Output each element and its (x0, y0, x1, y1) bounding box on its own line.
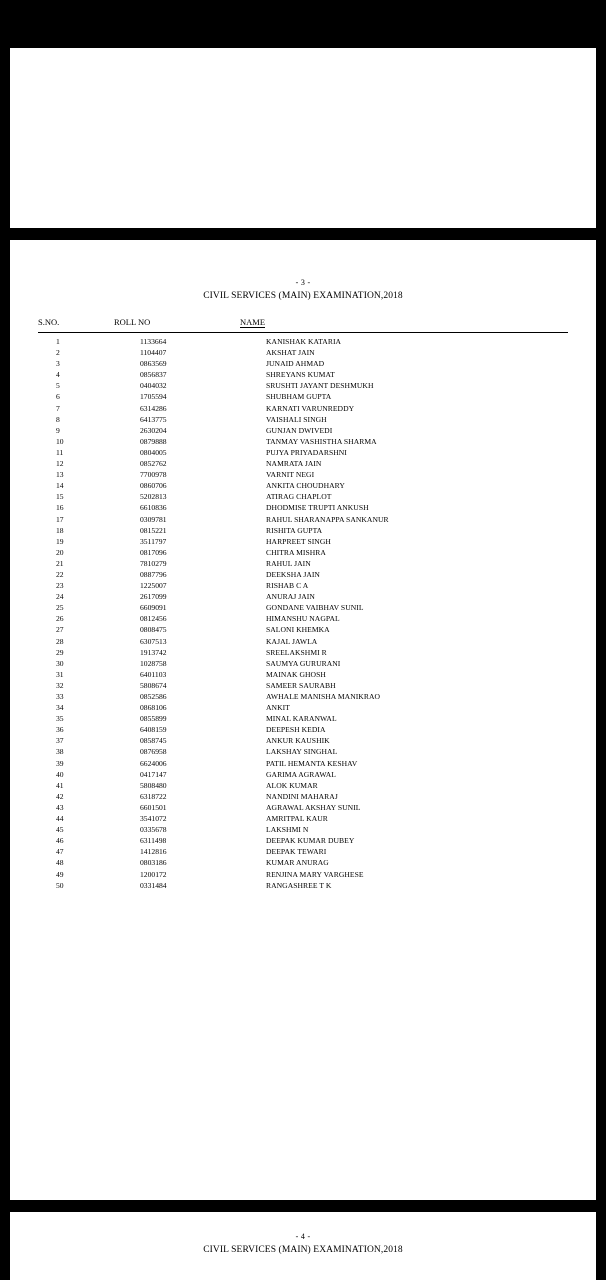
cell-roll-no: 1913742 (140, 647, 167, 657)
cell-sno: 16 (56, 503, 64, 513)
cell-roll-no: 7700978 (140, 470, 167, 480)
cell-sno: 47 (56, 847, 64, 857)
table-row (38, 391, 568, 402)
table-row (38, 580, 568, 591)
cell-sno: 26 (56, 614, 64, 624)
cell-name: DEEPAK KUMAR DUBEY (266, 836, 355, 846)
cell-name: KARNATI VARUNREDDY (266, 403, 355, 413)
cell-roll-no: 6314286 (140, 403, 167, 413)
table-row (38, 336, 568, 347)
cell-name: TANMAY VASHISTHA SHARMA (266, 436, 377, 446)
cell-sno: 45 (56, 825, 64, 835)
table-row (38, 480, 568, 491)
cell-name: RAHUL JAIN (266, 558, 311, 568)
cell-roll-no: 0808475 (140, 625, 167, 635)
table-row (38, 458, 568, 469)
cell-roll-no: 1028758 (140, 658, 167, 668)
cell-name: KAJAL JAWLA (266, 636, 318, 646)
cell-sno: 29 (56, 647, 64, 657)
cell-roll-no: 0876958 (140, 747, 167, 757)
cell-name: DEEPESH KEDIA (266, 725, 326, 735)
cell-sno: 3 (56, 359, 60, 369)
cell-sno: 1 (56, 337, 60, 346)
table-row (38, 880, 568, 891)
cell-sno: 40 (56, 769, 64, 779)
cell-roll-no: 6601501 (140, 802, 167, 812)
cell-sno: 21 (56, 558, 64, 568)
candidates-table (38, 317, 568, 891)
cell-name: MINAL KARANWAL (266, 714, 337, 724)
cell-roll-no: 6610836 (140, 503, 167, 513)
cell-roll-no: 0858745 (140, 736, 167, 746)
cell-sno: 42 (56, 791, 64, 801)
table-row (38, 436, 568, 447)
cell-name: NANDINI MAHARAJ (266, 791, 338, 801)
cell-name: RENJINA MARY VARGHESE (266, 869, 364, 879)
cell-roll-no: 0852762 (140, 459, 167, 469)
cell-name: RISHITA GUPTA (266, 525, 323, 535)
cell-name: SALONI KHEMKA (266, 625, 330, 635)
table-body (38, 336, 568, 891)
cell-roll-no: 0309781 (140, 514, 167, 524)
cell-name: SREELAKSHMI R (266, 647, 327, 657)
cell-sno: 7 (56, 403, 60, 413)
cell-sno: 39 (56, 758, 64, 768)
cell-sno: 31 (56, 669, 64, 679)
cell-sno: 24 (56, 592, 64, 602)
table-row (38, 835, 568, 846)
cell-roll-no: 0417147 (140, 769, 167, 779)
column-header-name (218, 317, 568, 327)
table-row (38, 380, 568, 391)
table-row (38, 713, 568, 724)
cell-sno: 8 (56, 414, 60, 424)
table-row (38, 369, 568, 380)
cell-sno: 11 (56, 447, 64, 457)
cell-sno: 20 (56, 547, 64, 557)
page-previous (10, 48, 596, 228)
page-current (10, 240, 596, 1200)
cell-sno: 34 (56, 703, 64, 713)
cell-roll-no: 0331484 (140, 880, 167, 890)
cell-sno: 19 (56, 536, 64, 546)
next-page-number: - 4 - (295, 1232, 311, 1241)
cell-sno: 27 (56, 625, 64, 635)
table-row (38, 746, 568, 757)
cell-sno: 12 (56, 459, 64, 469)
cell-roll-no: 1705594 (140, 392, 167, 402)
table-row (38, 491, 568, 502)
cell-name: DEEPAK TEWARI (266, 847, 327, 857)
cell-name: SHREYANS KUMAT (266, 370, 335, 380)
cell-roll-no: 7810279 (140, 558, 167, 568)
cell-sno: 22 (56, 569, 64, 579)
table-row (38, 536, 568, 547)
cell-name: AWHALE MANISHA MANIKRAO (266, 692, 381, 701)
cell-name: SHUBHAM GUPTA (266, 392, 332, 402)
cell-name: MAINAK GHOSH (266, 669, 326, 679)
cell-name: DEEKSHA JAIN (266, 569, 320, 579)
table-row (38, 591, 568, 602)
table-row (38, 514, 568, 525)
cell-roll-no: 6307513 (140, 636, 167, 646)
table-row (38, 569, 568, 580)
cell-roll-no: 0855899 (140, 714, 167, 724)
column-header-sno: S.NO. (38, 317, 60, 327)
table-row (38, 724, 568, 735)
cell-roll-no: 0804005 (140, 447, 167, 457)
cell-name: GUNJAN DWIVEDI (266, 425, 333, 435)
cell-name: PATIL HEMANTA KESHAV (266, 758, 358, 768)
cell-roll-no: 6318722 (140, 791, 167, 801)
table-row (38, 469, 568, 480)
table-row (38, 691, 568, 702)
cell-roll-no: 2617099 (140, 592, 167, 602)
cell-sno: 15 (56, 492, 64, 502)
cell-roll-no: 1200172 (140, 869, 167, 879)
cell-sno: 13 (56, 470, 64, 480)
cell-name: ATIRAG CHAPLOT (266, 492, 332, 502)
page-number: - 3 - (295, 278, 311, 287)
table-row (38, 846, 568, 857)
cell-sno: 36 (56, 725, 64, 735)
table-row (38, 824, 568, 835)
cell-sno: 33 (56, 692, 64, 701)
table-row (38, 791, 568, 802)
cell-roll-no: 1133664 (140, 337, 167, 346)
table-row (38, 525, 568, 536)
cell-roll-no: 5202813 (140, 492, 167, 502)
table-row (38, 857, 568, 868)
table-row (38, 769, 568, 780)
cell-name: HIMANSHU NAGPAL (266, 614, 340, 624)
cell-name: AMRITPAL KAUR (266, 814, 328, 824)
cell-sno: 25 (56, 603, 64, 613)
cell-name: AGRAWAL AKSHAY SUNIL (266, 802, 361, 812)
cell-roll-no: 0860706 (140, 481, 167, 491)
cell-roll-no: 0803186 (140, 858, 167, 868)
cell-name: ANKIT (266, 703, 290, 713)
table-row (38, 403, 568, 414)
cell-sno: 5 (56, 381, 60, 391)
cell-roll-no: 5808480 (140, 780, 167, 790)
cell-name: SAUMYA GURURANI (266, 658, 341, 668)
cell-roll-no: 6311498 (140, 836, 167, 846)
cell-name: GONDANE VAIBHAV SUNIL (266, 603, 364, 613)
cell-name: VAISHALI SINGH (266, 414, 327, 424)
table-row (38, 869, 568, 880)
table-row (38, 602, 568, 613)
cell-roll-no: 2630204 (140, 425, 167, 435)
cell-roll-no: 0404032 (140, 381, 167, 391)
cell-roll-no: 0868106 (140, 703, 167, 713)
cell-name: SAMEER SAURABH (266, 680, 336, 690)
cell-sno: 4 (56, 370, 60, 380)
cell-sno: 38 (56, 747, 64, 757)
cell-sno: 23 (56, 581, 64, 591)
cell-sno: 9 (56, 425, 60, 435)
cell-roll-no: 6401103 (140, 669, 167, 679)
table-row (38, 547, 568, 558)
cell-roll-no: 1104407 (140, 348, 167, 358)
cell-name: PUJYA PRIYADARSHNI (266, 447, 347, 457)
table-row (38, 802, 568, 813)
cell-sno: 10 (56, 436, 64, 446)
table-row (38, 669, 568, 680)
cell-name: KANISHAK KATARIA (266, 337, 342, 346)
table-header-row (38, 317, 568, 330)
cell-roll-no: 1225007 (140, 581, 167, 591)
cell-sno: 41 (56, 780, 64, 790)
cell-roll-no: 6624006 (140, 758, 167, 768)
cell-name: RISHAB C A (266, 581, 309, 591)
table-row (38, 735, 568, 746)
table-row (38, 680, 568, 691)
cell-roll-no: 0887796 (140, 569, 167, 579)
cell-name: ANKITA CHOUDHARY (266, 481, 345, 491)
cell-name: JUNAID AHMAD (266, 359, 325, 369)
cell-sno: 43 (56, 802, 64, 812)
cell-sno: 17 (56, 514, 64, 524)
cell-name: KUMAR ANURAG (266, 858, 329, 868)
table-row (38, 447, 568, 458)
cell-sno: 18 (56, 525, 64, 535)
cell-name: CHITRA MISHRA (266, 547, 326, 557)
cell-roll-no: 0852586 (140, 692, 167, 701)
cell-roll-no: 0856837 (140, 370, 167, 380)
cell-name: NAMRATA JAIN (266, 459, 322, 469)
table-row (38, 658, 568, 669)
table-row (38, 613, 568, 624)
cell-sno: 35 (56, 714, 64, 724)
cell-roll-no: 3541072 (140, 814, 167, 824)
page-title: CIVIL SERVICES (MAIN) EXAMINATION,2018 (203, 291, 403, 301)
table-row (38, 636, 568, 647)
column-header-roll-no: ROLL NO (114, 317, 151, 327)
table-row (38, 347, 568, 358)
cell-sno: 6 (56, 392, 60, 402)
cell-name: RAHUL SHARANAPPA SANKANUR (266, 514, 389, 524)
table-row (38, 414, 568, 425)
table-row (38, 358, 568, 369)
cell-sno: 50 (56, 880, 64, 890)
cell-sno: 44 (56, 814, 64, 824)
table-row (38, 558, 568, 569)
next-page-title: CIVIL SERVICES (MAIN) EXAMINATION,2018 (203, 1245, 403, 1255)
cell-name: ALOK KUMAR (266, 780, 318, 790)
cell-sno: 28 (56, 636, 64, 646)
cell-name: DHODMISE TRUPTI ANKUSH (266, 503, 369, 513)
cell-sno: 30 (56, 658, 64, 668)
cell-sno: 37 (56, 736, 64, 746)
cell-roll-no: 6408159 (140, 725, 167, 735)
cell-name: VARNIT NEGI (266, 470, 315, 480)
cell-roll-no: 0335678 (140, 825, 167, 835)
cell-roll-no: 5808674 (140, 680, 167, 690)
cell-roll-no: 6609091 (140, 603, 167, 613)
page-next (10, 1212, 596, 1280)
cell-roll-no: 1412816 (140, 847, 167, 857)
cell-name: GARIMA AGRAWAL (266, 769, 336, 779)
table-row (38, 813, 568, 824)
cell-sno: 14 (56, 481, 64, 491)
cell-name: SRUSHTI JAYANT DESHMUKH (266, 381, 374, 391)
cell-sno: 49 (56, 869, 64, 879)
table-row (38, 502, 568, 513)
cell-sno: 2 (56, 348, 60, 358)
table-row (38, 624, 568, 635)
cell-roll-no: 6413775 (140, 414, 167, 424)
cell-roll-no: 0863569 (140, 359, 167, 369)
cell-sno: 48 (56, 858, 64, 868)
cell-sno: 32 (56, 680, 64, 690)
table-row (38, 647, 568, 658)
table-row (38, 425, 568, 436)
cell-roll-no: 0879888 (140, 436, 167, 446)
table-row (38, 758, 568, 769)
cell-roll-no: 0812456 (140, 614, 167, 624)
cell-name: AKSHAT JAIN (266, 348, 315, 358)
column-header-name-text: NAME (240, 317, 266, 327)
cell-roll-no: 0817096 (140, 547, 167, 557)
cell-name: ANURAJ JAIN (266, 592, 315, 602)
cell-name: LAKSHAY SINGHAL (266, 747, 338, 757)
cell-sno: 46 (56, 836, 64, 846)
cell-name: RANGASHREE T K (266, 880, 332, 890)
cell-name: LAKSHMI N (266, 825, 309, 835)
header-divider (38, 332, 568, 333)
cell-name: ANKUR KAUSHIK (266, 736, 330, 746)
table-row (38, 702, 568, 713)
cell-name: HARPREET SINGH (266, 536, 331, 546)
cell-roll-no: 0815221 (140, 525, 167, 535)
cell-roll-no: 3511797 (140, 536, 167, 546)
table-row (38, 780, 568, 791)
